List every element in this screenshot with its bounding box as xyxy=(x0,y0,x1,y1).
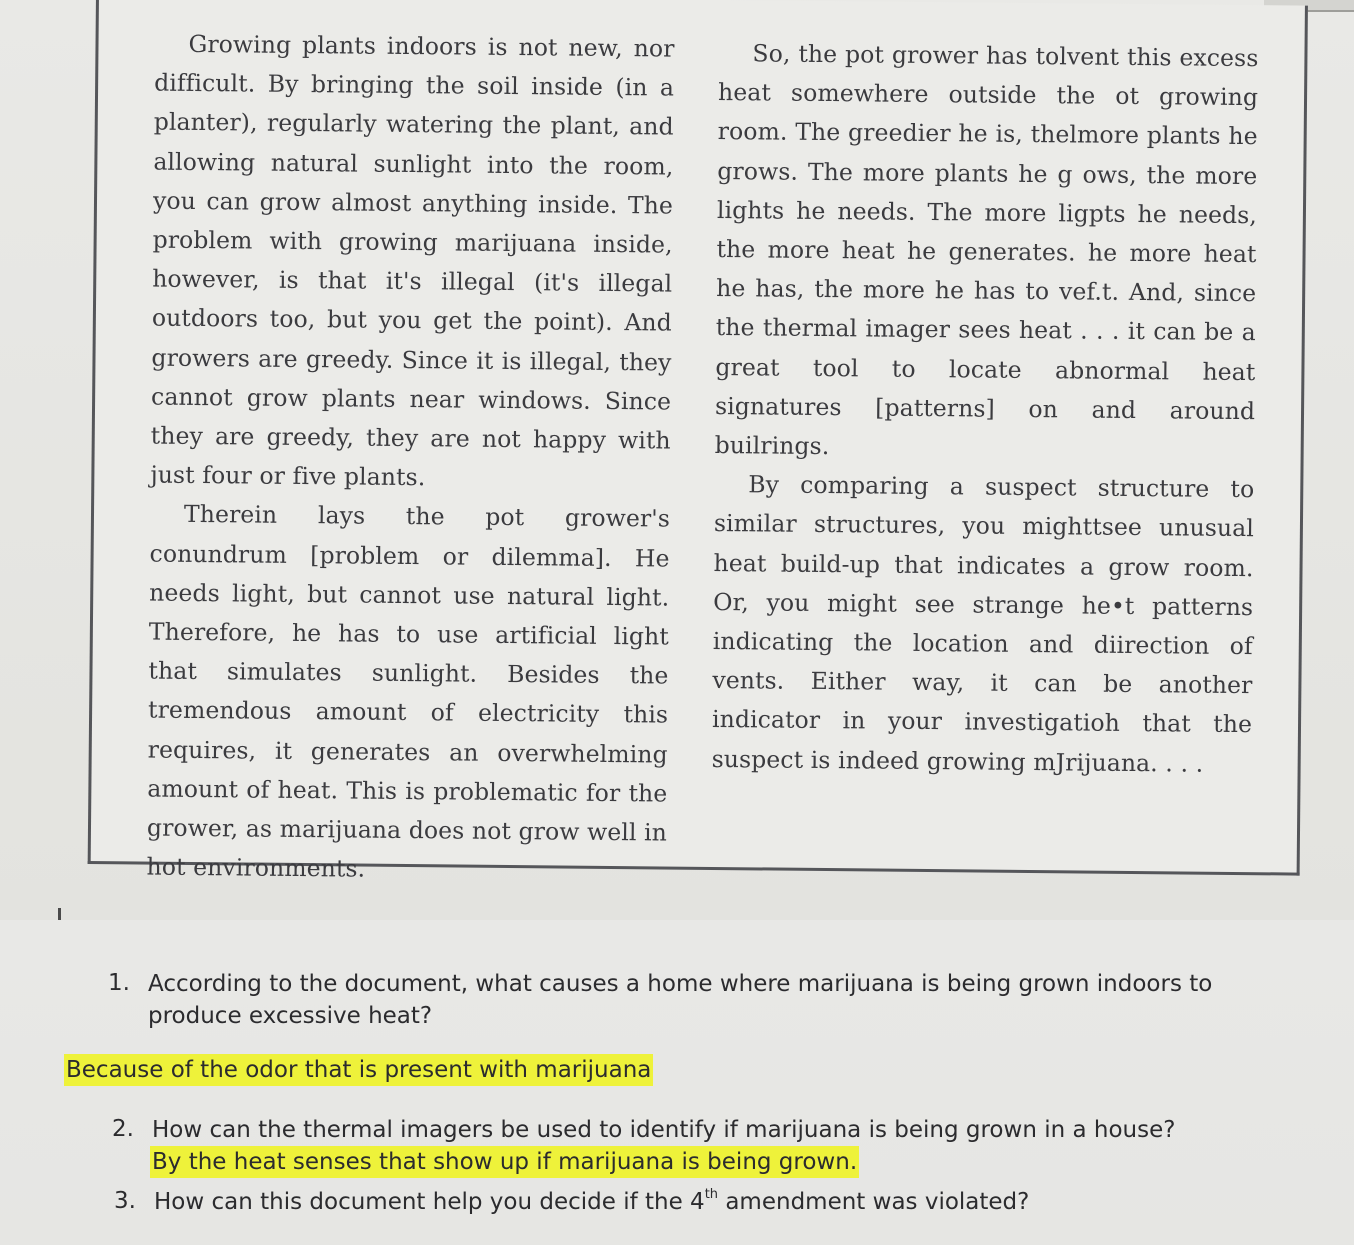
answer-1-highlight[interactable]: Because of the odor that is present with marijuana xyxy=(64,1054,653,1086)
excerpt-box xyxy=(88,0,1308,883)
excerpt-paragraph: Therein lays the pot grower's conundrum [problem or dilemma]. He needs light, but cannot use natural light. Therefore, he has to use artificial light that simulates sunlight. Besides the tremendous amount of electricity this requires, it generates an overwhelming amount of heat. This is problematic for the grower, as marijuana does not grow well in hot environments. xyxy=(146,500,671,883)
question-3-text-part: How can this document help you decide if the 4 xyxy=(154,1189,705,1215)
question-number: 1. xyxy=(108,970,130,996)
excerpt-right-column xyxy=(711,34,1258,784)
question-1-text xyxy=(148,968,1288,1032)
excerpt-paragraph: So, the pot grower has tolvent this excess heat somewhere outside the ot growing room. The greedier he is, thelmore plants he grows. The more plants he g ows, the more lights he needs. The more ligpts he needs, the more heat he generates. he more heat he has, the more he has to vef.t. And, since the thermal imager sees heat . . . it can be a great tool to locate abnormal heat signatures [patterns] on and around builrings. xyxy=(714,39,1259,461)
question-1-line: According to the document, what causes a home where marijuana is being grown indoors to xyxy=(148,971,1213,997)
excerpt-paragraph: By comparing a suspect structure to similar structures, you mighttsee unusual heat build-up that indicates a grow room. Or, you might see strange he•t patterns indicating the location and diirection of vents. Either way, it can be another indicator in your investigatioh that the suspect is indeed growing mJrijuana. . . . xyxy=(711,470,1255,778)
question-3-text-part: amendment was violated? xyxy=(718,1189,1030,1215)
question-1-line: produce excessive heat? xyxy=(148,1003,433,1029)
question-3-text xyxy=(154,1186,1304,1218)
excerpt-left-column xyxy=(146,25,674,892)
question-2-text: How can the thermal imagers be used to identify if marijuana is being grown in a house? xyxy=(152,1117,1176,1143)
questions-section xyxy=(0,920,1354,1245)
question-number: 2. xyxy=(112,1116,134,1142)
excerpt-paragraph: Growing plants indoors is not new, nor difficult. By bringing the soil inside (in a planter), regularly watering the plant, and allowing natural sunlight into the room, you can grow almost anything inside. The problem with growing marijuana inside, however, is that it's illegal (it's illegal outdoors too, but you get the point). And growers are greedy. Since it is illegal, they cannot grow plants near windows. Since they are greedy, they are not happy with just four or five plants. xyxy=(150,29,675,492)
superscript: th xyxy=(704,1187,719,1202)
question-number: 3. xyxy=(114,1188,136,1214)
answer-2-highlight[interactable]: By the heat senses that show up if marijuana is being grown. xyxy=(150,1146,859,1178)
